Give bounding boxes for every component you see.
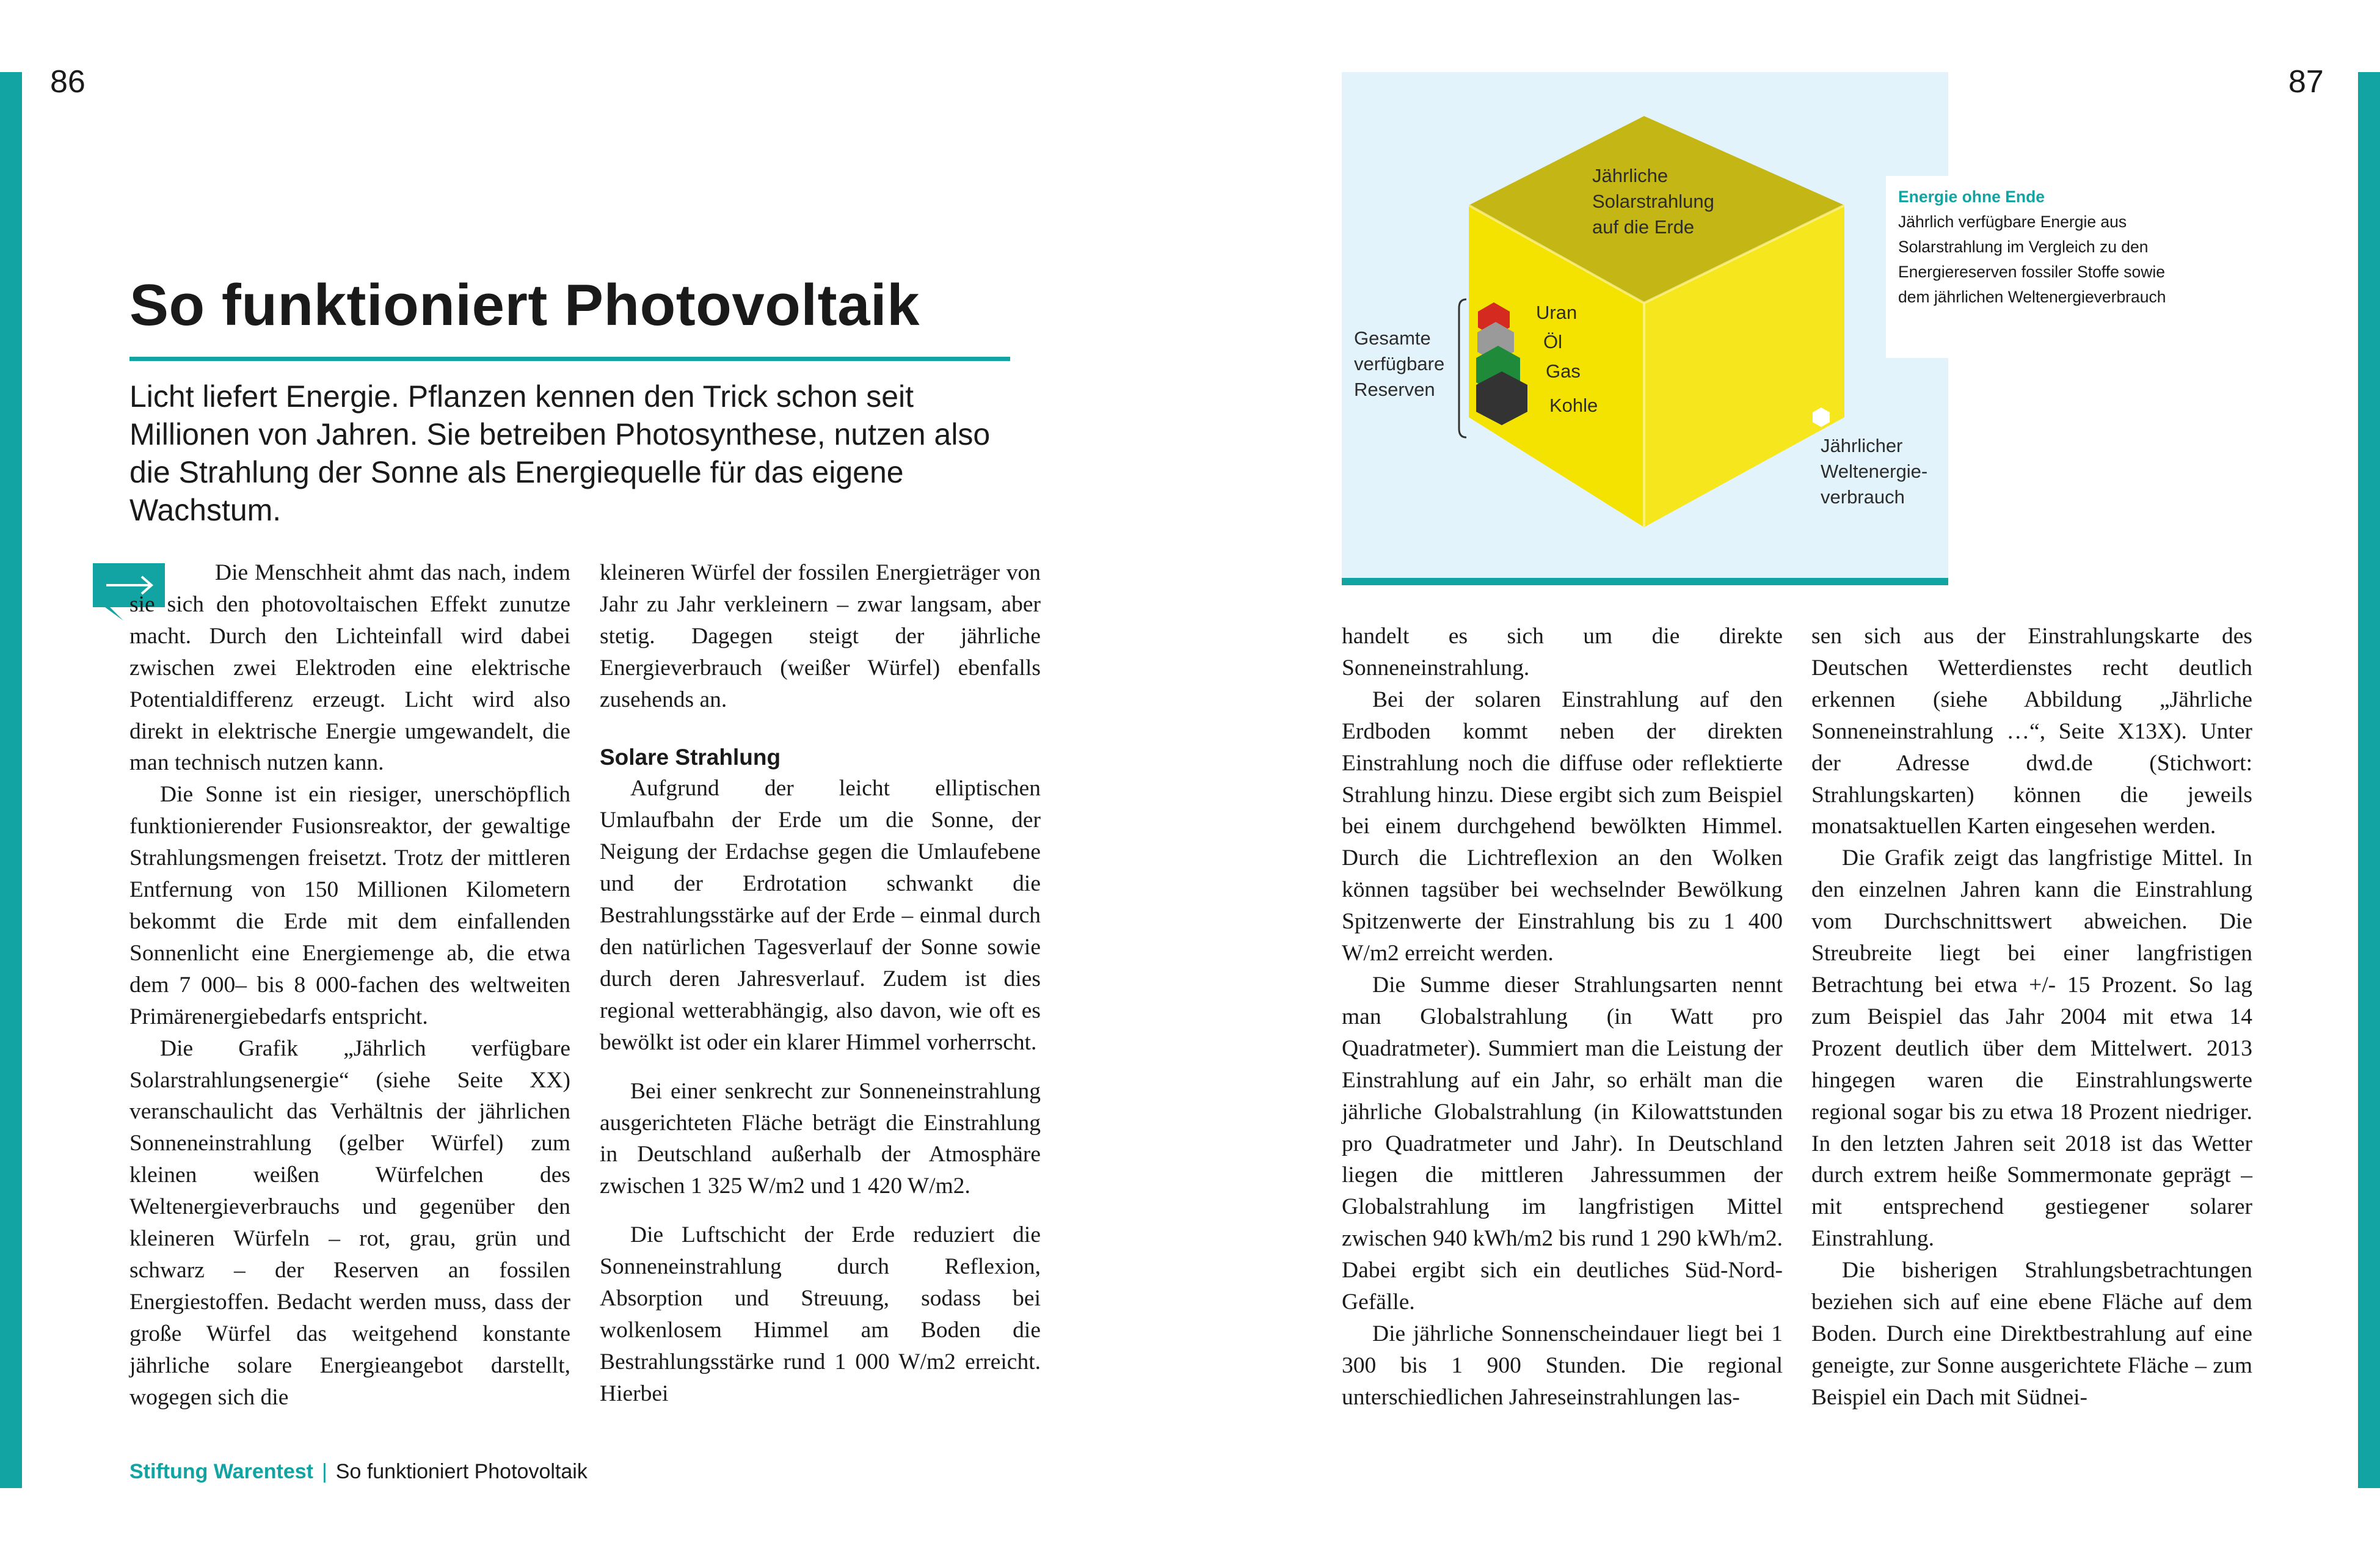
paragraph: Die Sonne ist ein riesiger, unerschöpflich funktionierender Fusionsreaktor, der gewaltige Strahlungsmengen freisetzt. Trotz der mittleren Entfernung von 150 Millionen Kilometern bekommt die Erde mit dem einfallenden Sonnenlicht eine Energiemenge ab, die etwa dem 7 000– bis 8 000-fachen des weltweiten Primärenergiebedarfs entspricht. <box>129 782 570 1029</box>
footer-title: So funktioniert Photovoltaik <box>335 1460 588 1483</box>
caption-title: Energie ohne Ende <box>1898 188 2045 206</box>
energy-cube-figure <box>1342 72 1948 580</box>
reserve-label-kohle: Kohle <box>1549 395 1598 416</box>
paragraph: Bei einer senkrecht zur Sonneneinstrahlung ausgerichteten Fläche beträgt die Einstrahlung in Deutschland außerhalb der Atmosphäre zwischen 1 325 W/m2 und 1 420 W/m2. <box>600 1078 1041 1199</box>
right-edge-bar <box>2358 72 2380 1488</box>
left-edge-bar <box>0 72 22 1488</box>
title-underline <box>129 357 1010 361</box>
text-column-4 <box>1811 621 2252 1414</box>
page-title: So funktioniert Photovoltaik <box>129 272 920 338</box>
footer-brand: Stiftung Warentest <box>129 1460 313 1483</box>
paragraph: Die Grafik zeigt das langfristige Mittel. In den einzelnen Jahren kann die Einstrahlung vom Durchschnittswert abweichen. Die Streubreite liegt bei einer langfristigen Betrachtung bei etwa +/- 15 Prozent. So lag zum Beispiel das Jahr 2004 mit etwa 14 Prozent deutlich über dem Mittelwert. 2013 hingegen waren die Einstrahlungswerte regional sogar bis zu etwa 18 Prozent niedriger. In den letzten Jahren seit 2018 ist das Wetter durch extrem heiße Sommermonate geprägt – mit entsprechend gestiegener solarer Einstrahlung. <box>1811 845 2252 1252</box>
cube-label-line: Jährliche <box>1592 165 1669 186</box>
reserve-label-oel: Öl <box>1543 331 1562 352</box>
footer <box>129 1460 588 1484</box>
reserve-label-gas: Gas <box>1546 360 1581 382</box>
paragraph: Die Grafik „Jährlich verfügbare Solarstrahlungsenergie“ (siehe Seite XX) veranschaulicht das Verhältnis der jährlichen Sonneneinstrahlung (gelber Würfel) zum kleinen weißen Würfelchen des Weltenergieverbrauchs und gegenüber den kleineren Würfeln – rot, grau, grün und schwarz – der Reserven an fossilen Energiestoffen. Bedacht werden muss, dass der große Würfel das weitgehend konstante jährliche solare Energieangebot darstellt, wogegen sich die <box>129 1035 570 1410</box>
figure-underline <box>1342 578 1948 585</box>
reserves-label-line: verfügbare <box>1354 353 1445 374</box>
consumption-label-line: Jährlicher <box>1821 435 1903 456</box>
paragraph: Die Menschheit ahmt das nach, indem sie sich den photovoltaischen Effekt zunutze macht. Durch den Lichteinfall wird dabei zwischen zwei Elektroden eine elektrische Potentialdifferenz erzeugt. Licht wird also direkt in elektrische Energie umgewandelt, die man technisch nutzen kann. <box>129 560 570 776</box>
paragraph: sen sich aus der Einstrahlungskarte des Deutschen Wetterdienstes recht deutlich erkennen (siehe Abbildung „Jährliche Sonneneinstrahlung …“, Seite X13X). Unter der Adresse dwd.de (Stichwort: Strahlungskarten) können die jeweils monatsaktuellen Karten eingesehen werden. <box>1811 624 2252 839</box>
page-number-right: 87 <box>2288 64 2324 100</box>
consumption-label-line: verbrauch <box>1821 486 1905 508</box>
consumption-label-line: Weltenergie- <box>1821 461 1928 482</box>
section-heading: Solare Strahlung <box>600 744 781 770</box>
text-column-1 <box>129 557 570 1413</box>
paragraph: Bei der solaren Einstrahlung auf den Erdboden kommt neben der direkten Einstrahlung noch die diffuse oder reflektierte Strahlung hinzu. Diese ergibt sich zum Beispiel bei einem durchgehend bewölkten Himmel. Durch die Lichtreflexion an den Wolken können tagsüber bei wechselnder Bewölkung Spitzenwerte der Einstrahlung bis zu 1 400 W/m2 erreicht werden. <box>1342 687 1783 966</box>
paragraph: Die Luftschicht der Erde reduziert die Sonneneinstrahlung durch Reflexion, Absorption und Streuung, sodass bei wolkenlosem Himmel am Boden die Bestrahlungsstärke rund 1 000 W/m2 erreicht. Hierbei <box>600 1222 1041 1406</box>
paragraph: kleineren Würfel der fossilen Energieträger von Jahr zu Jahr verkleinern – zwar langsam, aber stetig. Dagegen steigt der jährliche Energieverbrauch (weißer Würfel) ebenfalls zusehends an. <box>600 560 1041 712</box>
lead-paragraph: Licht liefert Energie. Pflanzen kennen den Trick schon seit Millionen von Jahren. Sie betreiben Photosynthese, nutzen also die Strahlung der Sonne als Energiequelle für das eigene Wachstum. <box>129 379 991 527</box>
text-column-3 <box>1342 621 1783 1414</box>
paragraph: Aufgrund der leicht elliptischen Umlaufbahn der Erde um die Sonne, der Neigung der Erdachse gegen die Umlaufebene und der Erdrotation schwankt die Bestrahlungsstärke auf der Erde – einmal durch den natürlichen Tagesverlauf der Sonne sowie durch deren Jahresverlauf. Zudem ist dies regional wetterabhängig, also davon, wie oft es bewölkt ist oder ein klarer Himmel vorherrscht. <box>600 776 1041 1055</box>
energy-cube-graphic <box>1342 72 1948 580</box>
text-column-2 <box>600 557 1041 1410</box>
page-number-left: 86 <box>50 64 86 100</box>
paragraph: handelt es sich um die direkte Sonneneinstrahlung. <box>1342 624 1783 681</box>
footer-separator: | <box>321 1460 327 1483</box>
caption-text: Jährlich verfügbare Energie aus Solarstrahlung im Vergleich zu den Energiereserven fossiler Stoffe sowie dem jährlichen Weltenergieverbrauch <box>1898 213 2166 306</box>
paragraph: Die jährliche Sonnenscheindauer liegt bei 1 300 bis 1 900 Stunden. Die regional unterschiedlichen Jahreseinstrahlungen las- <box>1342 1321 1783 1410</box>
reserves-bracket <box>1459 299 1466 437</box>
figure-caption <box>1886 176 2211 358</box>
reserves-label-line: Gesamte <box>1354 327 1431 349</box>
paragraph: Die bisherigen Strahlungsbetrachtungen beziehen sich auf eine ebene Fläche auf dem Boden. Durch eine Direktbestrahlung auf eine geneigte, zur Sonne ausgerichtete Fläche – zum Beispiel ein Dach mit Südnei- <box>1811 1258 2252 1410</box>
paragraph: Die Summe dieser Strahlungsarten nennt man Globalstrahlung (in Watt pro Quadratmeter). Summiert man die Leistung der Einstrahlung auf ein Jahr, so erhält man die jährliche Globalstrahlung (in Kilowattstunden pro Quadratmeter und Jahr). In Deutschland liegen die mittleren Jahressummen der Globalstrahlung im langfristigen Mittel zwischen 940 kWh/m2 bis rund 1 290 kWh/m2. Dabei ergibt sich ein deutliches Süd-Nord-Gefälle. <box>1342 972 1783 1315</box>
cube-label-line: auf die Erde <box>1592 216 1695 238</box>
reserves-label-line: Reserven <box>1354 379 1435 400</box>
cube-label-line: Solarstrahlung <box>1592 191 1714 212</box>
reserve-label-uran: Uran <box>1536 302 1578 323</box>
